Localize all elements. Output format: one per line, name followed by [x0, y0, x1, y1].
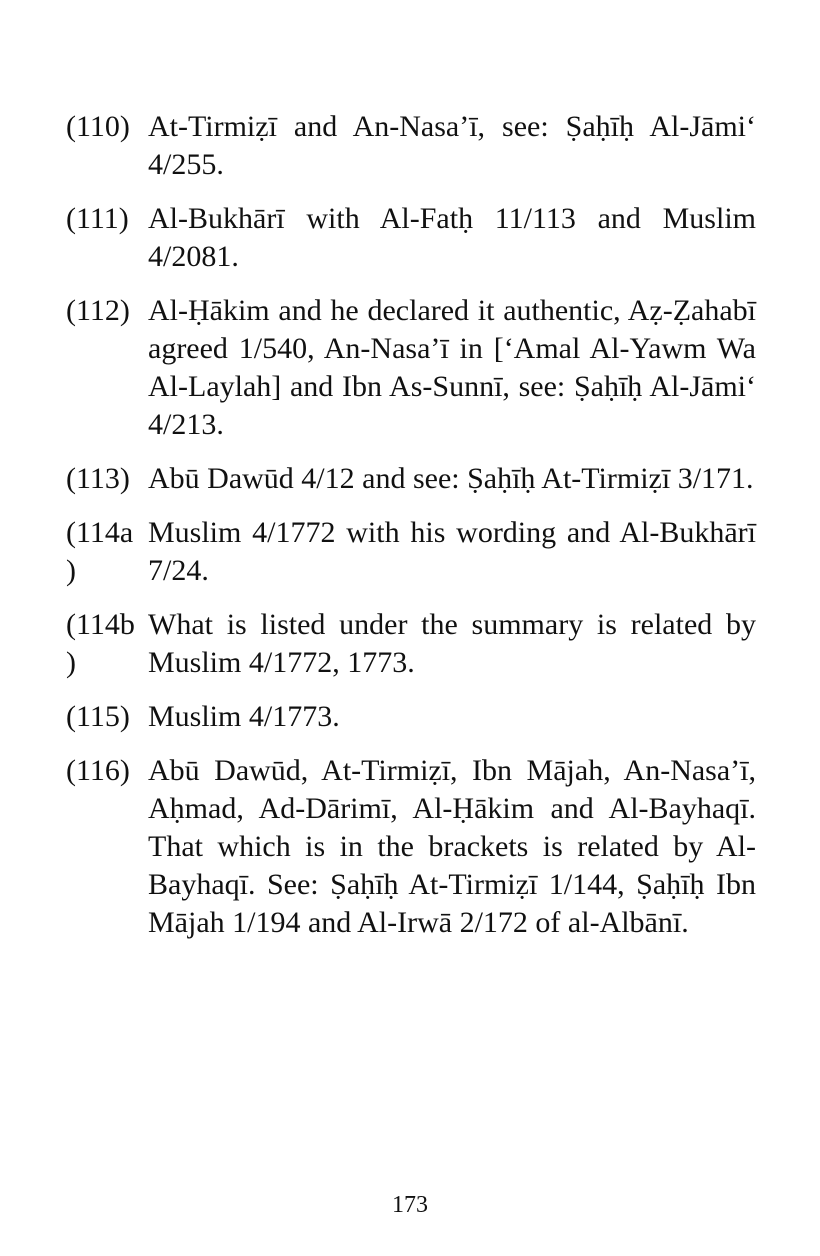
footnotes-list: [66, 108, 756, 958]
footnote-number: (114a ): [66, 516, 134, 587]
footnote-number: (115): [66, 700, 130, 733]
footnote-number: (116): [66, 754, 130, 787]
footnote-112: [66, 292, 756, 444]
footnote-number: (113): [66, 462, 130, 495]
footnote-111: [66, 200, 756, 276]
footnote-text: What is listed under the summary is related by Muslim 4/1772, 1773.: [148, 608, 756, 679]
footnote-text: Al-Ḥākim and he declared it authentic, Aẓ-Ẓahabī agreed 1/540, An-Nasa’ī in [‘Amal Al-Yawm Wa Al-Laylah] and Ibn As-Sunnī, see: Ṣaḥīḥ Al-Jāmi‘ 4/213.: [148, 294, 756, 441]
footnote-number: (114b ): [66, 608, 135, 679]
footnote-114a: [66, 514, 756, 590]
footnote-number: (110): [66, 110, 130, 143]
footnote-number: (111): [66, 202, 129, 235]
footnote-114b: [66, 606, 756, 682]
footnote-110: [66, 108, 756, 184]
footnote-113: [66, 460, 756, 498]
footnote-116: [66, 752, 756, 942]
footnote-text: Muslim 4/1772 with his wording and Al-Bukhārī 7/24.: [148, 516, 756, 587]
footnote-115: [66, 698, 756, 736]
footnote-text: Al-Bukhārī with Al-Fatḥ 11/113 and Muslim 4/2081.: [148, 202, 756, 273]
footnote-text: At-Tirmiẓī and An-Nasa’ī, see: Ṣaḥīḥ Al-Jāmi‘ 4/255.: [148, 110, 756, 181]
footnote-number: (112): [66, 294, 130, 327]
footnote-text: Abū Dawūd, At-Tirmiẓī, Ibn Mājah, An-Nasa’ī, Aḥmad, Ad-Dārimī, Al-Ḥākim and Al-Bayhaqī. That which is in the brackets is related by Al-Bayhaqī. See: Ṣaḥīḥ At-Tirmiẓī 1/144, Ṣaḥīḥ Ibn Mājah 1/194 and Al-Irwā 2/172 of al-Albānī.: [148, 754, 756, 939]
footnote-text: Muslim 4/1773.: [148, 700, 340, 733]
page-number: 173: [392, 1192, 428, 1218]
footnote-text: Abū Dawūd 4/12 and see: Ṣaḥīḥ At-Tirmiẓī 3/171.: [148, 462, 754, 495]
